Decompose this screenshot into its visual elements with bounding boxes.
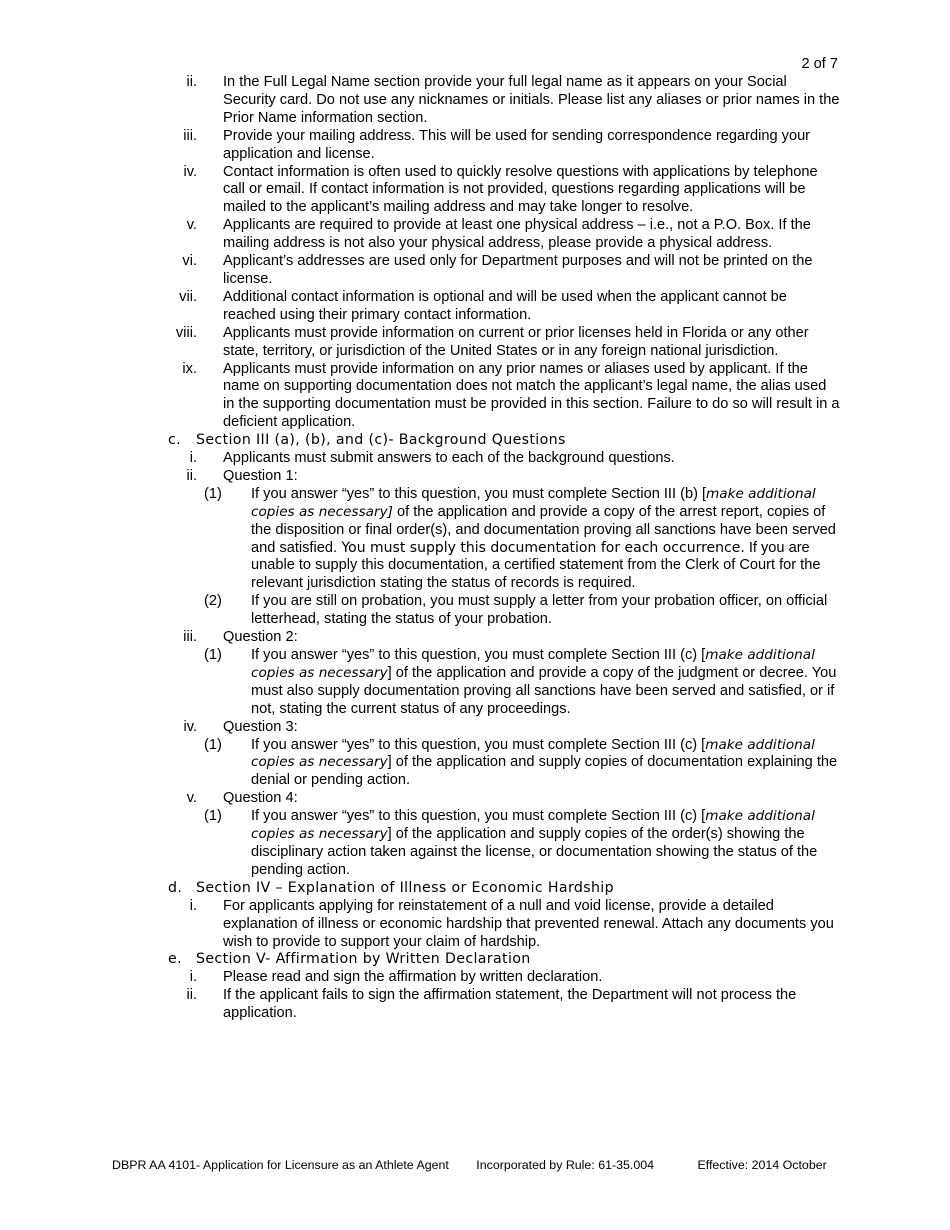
item-number: i.	[189, 969, 197, 986]
occurrence-note: You must supply this documentation for each occurrence.	[337, 539, 745, 556]
sub-item-text: If you answer “yes” to this question, you must complete Section III (c) [	[251, 808, 706, 825]
item-number: viii.	[175, 324, 197, 341]
item-number: iv.	[183, 163, 197, 180]
list-item	[160, 128, 840, 164]
item-number: iii.	[183, 127, 197, 144]
section-e-title: Section V- Affirmation by Written Declaration	[196, 951, 531, 968]
item-text: Question 4:	[223, 790, 298, 807]
list-item	[160, 361, 840, 433]
question-4-label	[160, 790, 840, 808]
footer-rule: Incorporated by Rule: 61-35.004	[476, 1158, 655, 1172]
item-text: In the Full Legal Name section provide your full legal name as it appears on your Social Security card. Do not use any nicknames or initials. Please list any aliases or prior names in the Prior Name information section.	[223, 74, 840, 126]
question-2-label	[160, 629, 840, 647]
item-number: ii.	[186, 987, 197, 1004]
list-item	[160, 253, 840, 289]
sub-item-text: ] of the application and provide a copy of the judgment or decree. You must also supply documentation proving all sanctions have been served and satisfied, or if not, stating the current status of any proceedings.	[251, 664, 837, 717]
question-1-paragraph-2	[160, 593, 840, 629]
item-number: i.	[189, 450, 197, 467]
copies-note: make additional copies as necessary	[251, 647, 815, 681]
section-c-heading	[160, 432, 840, 450]
item-text: For applicants applying for reinstatement of a null and void license, provide a detailed explanation of illness or economic hardship that prevented renewal. Attach any documents you wish to provide to support your claim of hardship.	[223, 897, 834, 950]
item-text: Provide your mailing address. This will be used for sending correspondence regarding your application and license.	[223, 127, 811, 162]
item-text: Question 2:	[223, 629, 298, 646]
question-1-label	[160, 468, 840, 486]
sub-item-text: If you are still on probation, you must supply a letter from your probation officer, on official letterhead, stating the status of your probation.	[251, 593, 828, 628]
copies-note: make additional copies as necessary	[251, 808, 815, 843]
item-text: Applicant’s addresses are used only for Department purposes and will not be printed on the license.	[223, 253, 813, 287]
section-d-heading	[160, 880, 840, 898]
section-d-title: Section IV – Explanation of Illness or Economic Hardship	[196, 879, 614, 896]
section-b-list	[160, 74, 840, 432]
page-footer	[112, 1158, 827, 1172]
item-text: Question 3:	[223, 718, 298, 735]
item-number: ii.	[186, 74, 197, 90]
item-text: Applicants must submit answers to each of the background questions.	[223, 450, 675, 467]
sub-item-number: (1)	[204, 485, 222, 502]
question-4-paragraph-1	[160, 808, 840, 880]
sub-item-text: of the application and provide a copy of the arrest report, copies of the disposition or final order(s), and documentation proving all sanctions have been served and satisfied.	[251, 503, 836, 556]
sub-item-number: (2)	[204, 593, 222, 610]
instructions-body	[160, 74, 840, 1023]
sub-item-text: If you answer “yes” to this question, you must complete Section III (c) [	[251, 736, 706, 753]
list-item	[160, 450, 840, 468]
section-d-number: d.	[168, 879, 183, 896]
item-number: v.	[186, 790, 197, 807]
sub-item-text: If you are unable to supply this documentation, a certified statement from the Clerk of Court for the relevant jurisdiction stating the status of records is required.	[251, 539, 821, 592]
item-number: iv.	[183, 718, 197, 735]
item-number: ii.	[186, 467, 197, 484]
item-text: Contact information is often used to quickly resolve questions with applications by telephone call or email. If contact information is not provided, questions regarding applications will be mailed to the applicant’s mailing address and may take longer to resolve.	[223, 163, 818, 216]
sub-item-text: ] of the application and supply copies of the order(s) showing the disciplinary action taken against the license, or documentation showing the status of the pending action.	[251, 826, 818, 878]
sub-item-number: (1)	[204, 647, 222, 663]
item-text: Please read and sign the affirmation by written declaration.	[223, 969, 603, 986]
question-1-paragraph-1	[160, 486, 840, 593]
item-text: If the applicant fails to sign the affirmation statement, the Department will not process the application.	[223, 987, 797, 1022]
item-number: ix.	[182, 360, 197, 377]
question-3-paragraph-1	[160, 737, 840, 791]
list-item	[160, 289, 840, 325]
list-item	[160, 325, 840, 361]
section-c-number: c.	[168, 432, 182, 449]
section-e-heading	[160, 951, 840, 969]
item-number: vi.	[182, 253, 197, 270]
item-text: Additional contact information is optional and will be used when the applicant cannot be reached using their primary contact information.	[223, 288, 787, 323]
sub-item-text: If you answer “yes” to this question, you must complete Section III (c) [	[251, 647, 706, 663]
section-c-title: Section III (a), (b), and (c)- Background Questions	[196, 432, 566, 449]
list-item	[160, 74, 840, 128]
list-item	[160, 164, 840, 218]
list-item	[160, 217, 840, 253]
list-item	[160, 987, 840, 1023]
question-3-label	[160, 719, 840, 737]
list-item	[160, 898, 840, 952]
item-number: iii.	[183, 629, 197, 646]
sub-item-text: If you answer “yes” to this question, you must complete Section III (b) [	[251, 485, 707, 502]
sub-item-number: (1)	[204, 808, 222, 825]
footer-form-title: DBPR AA 4101- Application for Licensure as an Athlete Agent	[112, 1158, 449, 1172]
item-text: Applicants are required to provide at least one physical address – i.e., not a P.O. Box. If the mailing address is not also your physical address, please provide a physical address.	[223, 217, 811, 252]
list-item	[160, 969, 840, 987]
item-number: i.	[189, 897, 197, 914]
footer-effective-date: Effective: 2014 October	[697, 1158, 827, 1172]
copies-note: make additional copies as necessary	[251, 736, 815, 771]
sub-item-text: ] of the application and supply copies of documentation explaining the denial or pending action.	[251, 754, 838, 789]
copies-note: make additional copies as necessary]	[251, 485, 816, 520]
item-number: v.	[186, 217, 197, 234]
item-text: Question 1:	[223, 467, 298, 484]
sub-item-number: (1)	[204, 736, 222, 753]
question-2-paragraph-1	[160, 647, 840, 719]
section-e-number: e.	[168, 951, 182, 968]
item-text: Applicants must provide information on any prior names or aliases used by applicant. If the name on supporting documentation does not match the applicant’s legal name, the alias used in the supporting documentation must be provided in this section. Failure to do so will result in a deficient application.	[223, 360, 840, 431]
item-number: vii.	[179, 288, 197, 305]
page-number: 2 of 7	[801, 56, 838, 72]
item-text: Applicants must provide information on current or prior licenses held in Florida or any other state, territory, or jurisdiction of the United States or in any foreign national jurisdiction.	[223, 324, 809, 359]
